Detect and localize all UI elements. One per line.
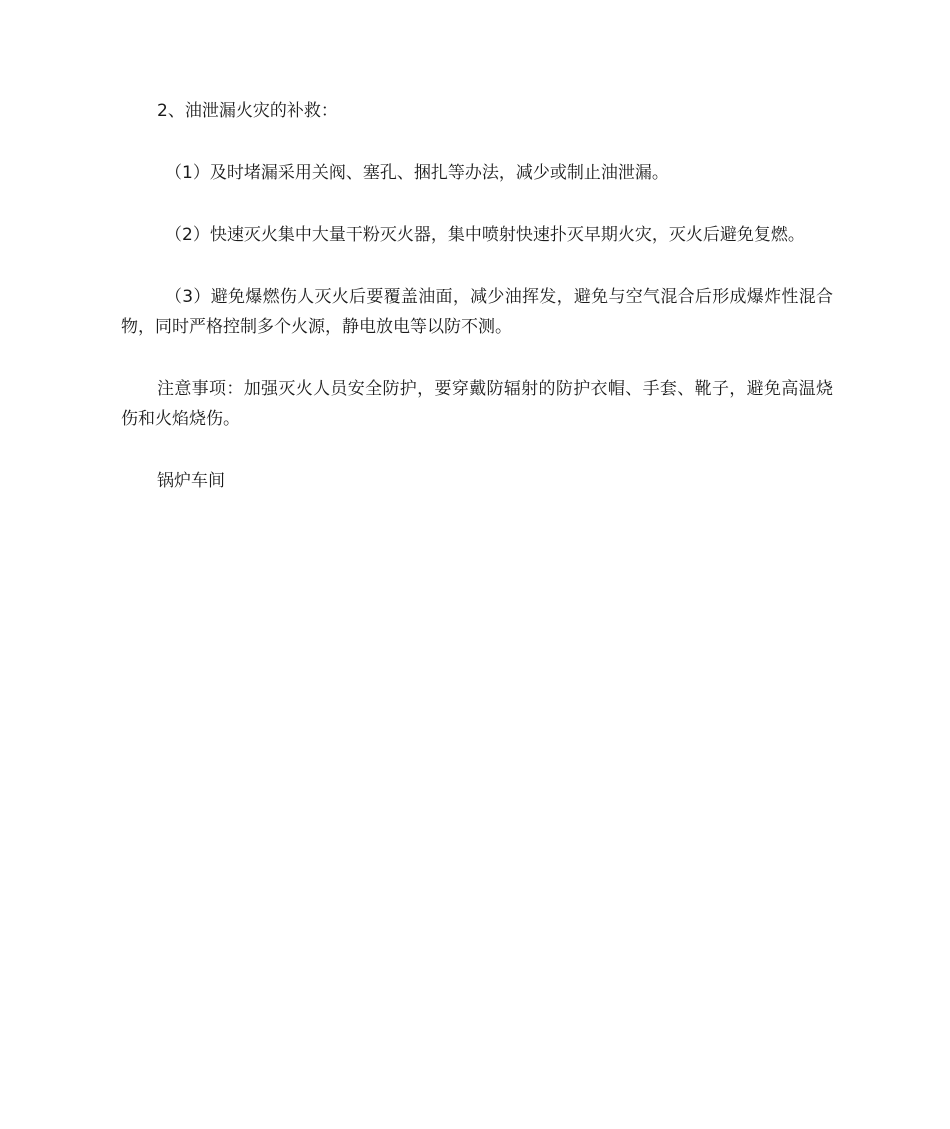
list-item-1: （1）及时堵漏采用关阀、塞孔、捆扎等办法，减少或制止油泄漏。	[165, 163, 669, 183]
list-item-2: （2）快速灭火集中大量干粉灭火器，集中喷射快速扑灭早期火灾，灭火后避免复燃。	[165, 225, 805, 245]
document-body	[121, 96, 833, 496]
section-title: 锅炉车间	[157, 471, 225, 491]
list-item-3: （3）避免爆燃伤人灭火后要覆盖油面，减少油挥发，避免与空气混合后形成爆炸性混合物，同时严格控制多个火源，静电放电等以防不测。	[121, 287, 833, 337]
note-paragraph: 注意事项：加强灭火人员安全防护，要穿戴防辐射的防护衣帽、手套、靴子，避免高温烧伤和火焰烧伤。	[121, 379, 833, 429]
section-heading: 2、油泄漏火灾的补救：	[157, 101, 338, 121]
